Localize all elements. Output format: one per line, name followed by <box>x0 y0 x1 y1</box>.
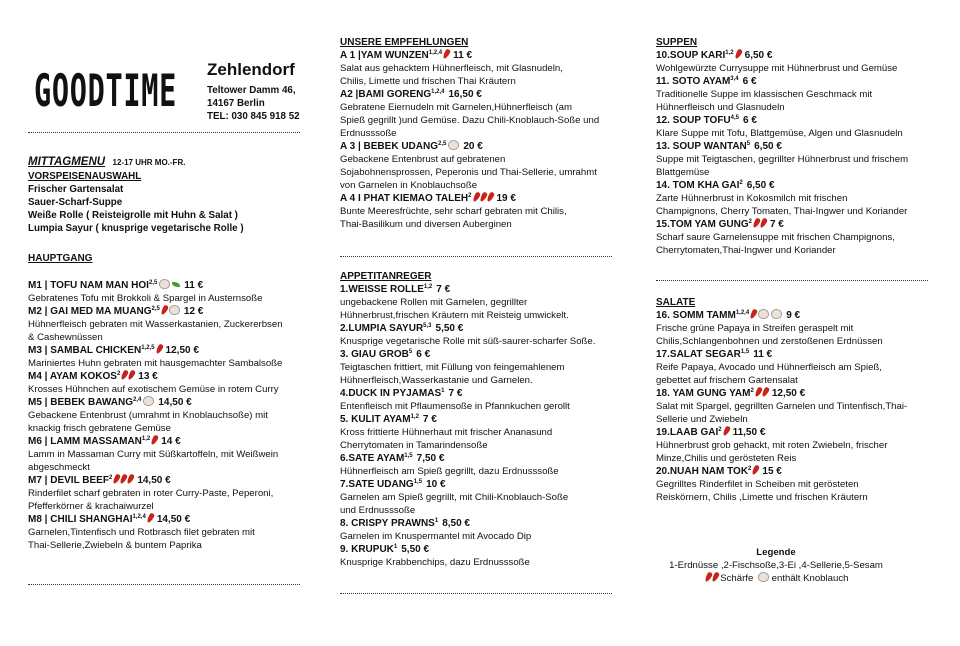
allergen-codes: 1,2 <box>410 414 419 420</box>
chili-icon <box>150 434 159 445</box>
item-price: 14 € <box>161 436 181 447</box>
menu-item <box>340 49 628 88</box>
item-title <box>656 426 946 439</box>
item-description: Entenfleisch mit Pflaumensoße in Pfannkuchen gerollt <box>340 401 570 412</box>
item-description: Salat aus gehacktem Hühnerfleisch, mit Glasnudeln, <box>340 63 563 74</box>
item-title <box>28 513 318 526</box>
item-description: Salat mit Spargel, gegrillten Garnelen und Tintenfisch,Thai- <box>656 401 908 412</box>
garlic-icon <box>758 572 769 582</box>
garlic-icon <box>758 309 769 319</box>
chili-icon <box>154 343 163 354</box>
allergen-codes: 5 <box>408 349 413 355</box>
item-name: 16. SOMM TAMM <box>656 310 736 321</box>
item-description: Pfefferkörner & krachaiwurzel <box>28 501 154 512</box>
item-title <box>340 283 628 296</box>
allergen-codes: 1,2,4 <box>735 310 750 316</box>
item-description: Gebratenes Tofu mit Brokkoli & Spargel in Austernsoße <box>28 293 263 304</box>
item-price: 19 € <box>496 193 516 204</box>
menu-item <box>340 543 628 569</box>
item-price: 11 € <box>453 50 473 61</box>
allergen-codes: 1,2 <box>141 436 151 442</box>
menu-item <box>340 88 628 140</box>
brand-street: Teltower Damm 46, <box>207 85 296 96</box>
allergen-codes: 1,2 <box>725 50 734 56</box>
item-title <box>340 543 628 556</box>
recommend-heading: UNSERE EMPFEHLUNGEN <box>340 37 469 48</box>
brand-city: Zehlendorf <box>207 60 295 79</box>
item-description: Frische grüne Papaya in Streifen geraspelt mit <box>656 323 854 334</box>
item-title <box>28 396 318 409</box>
menu-item <box>656 218 946 257</box>
appetizer-heading: APPETITANREGER <box>340 271 432 282</box>
appetizer-section <box>340 270 628 569</box>
brand-address <box>207 84 300 123</box>
item-description: von Garnelen in Knoblauchsoße <box>340 180 478 191</box>
item-description: Spieß gegrillt )und Gemüse. Dazu Chili-Knoblauch-Soße und <box>340 115 600 126</box>
item-name: M6 | LAMM MASSAMAN <box>28 436 142 447</box>
item-title <box>340 49 628 62</box>
chili-icon <box>734 48 743 59</box>
item-price: 14,50 € <box>156 514 191 525</box>
allergen-codes: 2,5 <box>148 280 158 286</box>
soup-section <box>656 36 946 257</box>
main-heading: HAUPTGANG <box>28 253 93 264</box>
item-price: 20 € <box>463 141 483 152</box>
item-title <box>656 75 946 88</box>
menu-item <box>28 474 318 513</box>
item-description: Champignons, Cherry Tomaten, Thai-Ingwer und Koriander <box>656 206 908 217</box>
item-title <box>656 179 946 192</box>
item-title <box>28 344 318 357</box>
allergen-codes: 2,4 <box>133 397 142 403</box>
item-name: 18. YAM GUNG YAM <box>656 388 751 399</box>
item-description: Reiskörnern, Chilis ,Limette und frischen Kräutern <box>656 492 868 503</box>
item-name: 11. SOTO AYAM <box>656 76 731 87</box>
item-description: Chilis,Schlangenbohnen und zerstoßenen Erdnüssen <box>656 336 883 347</box>
item-title <box>656 309 946 322</box>
item-description: Wohlgewürzte Currysuppe mit Hühnerbrust und Gemüse <box>656 63 898 74</box>
chili-icon <box>703 571 712 582</box>
item-price: 6,50 € <box>754 141 782 152</box>
item-description: Sojabohnensprossen, Peperonis und Thai-Sellerie, umrahmt <box>340 167 597 178</box>
legend-spicy: Schärfe <box>720 573 754 584</box>
item-title <box>656 465 946 478</box>
garlic-icon <box>143 396 154 406</box>
menu-item <box>340 140 628 192</box>
item-description: & Cashewnüssen <box>28 332 103 343</box>
item-price: 6 € <box>742 76 757 87</box>
item-price: 15 € <box>762 466 782 477</box>
item-name: M2 | GAI MED MA MUANG <box>28 306 152 317</box>
allergen-codes: 5 <box>746 141 751 147</box>
chili-icon <box>160 304 169 315</box>
allergen-codes: 1 <box>441 388 445 394</box>
item-description: Garnelen,Tintenfisch und Rotbrasch filet gebraten mit <box>28 527 255 538</box>
item-description: Garnelen im Knuspermantel mit Avocado Dip <box>340 531 532 542</box>
menu-item <box>340 478 628 517</box>
garlic-icon <box>771 309 782 319</box>
divider <box>28 584 300 585</box>
item-description: Hühnerfleisch und Glasnudeln <box>656 102 785 113</box>
item-description: Bunte Meeresfrüchte, sehr scharf gebraten mit Chilis, <box>340 206 567 217</box>
salad-heading: SALATE <box>656 297 696 308</box>
brand-zip: 14167 Berlin <box>207 98 265 109</box>
item-title <box>656 140 946 153</box>
item-description: Gebratene Eiernudeln mit Garnelen,Hühnerfleisch (am <box>340 102 572 113</box>
item-title <box>656 218 946 231</box>
chili-icon <box>471 191 480 202</box>
item-price: 7 € <box>422 414 437 425</box>
item-price: 7 € <box>769 219 784 230</box>
item-price: 16,50 € <box>448 89 482 100</box>
item-description: Minze,Chilis und gerösteten Reis <box>656 453 797 464</box>
item-name: 15.TOM YAM GUNG <box>656 219 749 230</box>
item-price: 6 € <box>743 115 757 126</box>
item-title <box>340 517 628 530</box>
leaf-icon <box>172 282 180 287</box>
menu-item <box>28 513 318 552</box>
legend <box>656 546 896 585</box>
menu-item <box>656 426 946 465</box>
item-description: knackig frisch gebratene Gemüse <box>28 423 171 434</box>
item-name: 8. CRISPY PRAWNS <box>340 518 435 529</box>
item-name: 20.NUAH NAM TOK <box>656 466 749 477</box>
item-price: 9 € <box>786 310 801 321</box>
allergen-codes: 2,5 <box>151 306 160 312</box>
item-title <box>340 452 628 465</box>
item-description: Hühnerfleisch am Spieß gegrillt, dazu Erdnusssoße <box>340 466 559 477</box>
item-name: A2 |BAMI GORENG <box>340 89 432 100</box>
item-description: Reife Papaya, Avocado und Hühnerfleisch am Spieß, <box>656 362 882 373</box>
mains-list <box>28 279 318 552</box>
item-description: Suppe mit Teigtaschen, gegrillter Hühnerbrust und frischem <box>656 154 909 165</box>
allergen-codes: 1 <box>434 518 439 524</box>
item-title <box>28 474 318 487</box>
item-name: 6.SATE AYAM <box>340 453 405 464</box>
menu-item <box>28 305 318 344</box>
chili-icon <box>126 473 135 484</box>
legend-title: Legende <box>756 547 796 558</box>
allergen-codes: 2 <box>718 427 722 433</box>
item-price: 6 € <box>416 349 431 360</box>
item-name: 17.SALAT SEGAR <box>656 349 741 360</box>
item-name: 14. TOM KHA GAI <box>656 180 740 191</box>
item-description: Thai-Basilikum und diversen Auberginen <box>340 219 512 230</box>
menu-item <box>340 413 628 452</box>
lunch-hours: 12-17 UHR MO.-FR. <box>112 158 186 167</box>
menu-item <box>656 75 946 114</box>
item-price: 13 € <box>138 371 158 382</box>
starter-item: Sauer-Scharf-Suppe <box>28 197 123 208</box>
item-description: Cherrytomaten in Tamarindensoße <box>340 440 488 451</box>
item-title <box>340 192 628 205</box>
allergen-codes: 2 <box>748 466 752 472</box>
item-price: 12 € <box>183 306 204 317</box>
item-name: M3 | SAMBAL CHICKEN <box>28 345 142 356</box>
item-price: 8,50 € <box>442 518 470 529</box>
item-description: Cherrytomaten,Thai-Ingwer und Koriander <box>656 245 836 256</box>
item-price: 11 € <box>753 349 773 360</box>
menu-item <box>656 348 946 387</box>
allergen-codes: 2,5 <box>438 141 447 147</box>
item-description: Rinderfilet scharf gebraten in roter Curry-Paste, Peperoni, <box>28 488 274 499</box>
item-title <box>340 348 628 361</box>
allergen-codes: 2 <box>108 475 113 481</box>
chili-icon <box>722 425 731 436</box>
menu-item <box>28 279 318 305</box>
chili-icon <box>146 512 155 523</box>
item-description: Krosses Hühnchen auf exotischem Gemüse in rotem Curry <box>28 384 279 395</box>
divider <box>28 132 300 133</box>
recommend-section <box>340 36 628 231</box>
legend-allergens: 1-Erdnüsse ,2-Fischsoße,3-Ei ,4-Sellerie,5-Sesam <box>669 560 883 571</box>
allergen-codes: 1,5 <box>413 479 423 485</box>
item-description: Hühnerfleisch gebraten mit Wasserkastanien, Zuckererbsen <box>28 319 283 330</box>
item-price: 14,50 € <box>137 475 171 486</box>
item-price: 6,50 € <box>746 180 775 191</box>
item-price: 12,50 € <box>771 388 806 399</box>
item-name: 13. SOUP WANTAN <box>656 141 747 152</box>
menu-item <box>656 465 946 504</box>
item-name: 7.SATE UDANG <box>340 479 414 490</box>
item-title <box>28 370 318 383</box>
item-price: 7,50 € <box>416 453 445 464</box>
chili-icon <box>751 464 760 475</box>
menu-item <box>656 179 946 218</box>
item-title <box>340 387 628 400</box>
menu-item <box>28 435 318 474</box>
allergen-codes: 1,2 <box>423 284 433 290</box>
soup-heading: SUPPEN <box>656 37 698 48</box>
menu-item <box>656 114 946 140</box>
allergen-codes: 1,5 <box>404 453 413 459</box>
item-name: 3. GIAU GROB <box>340 349 409 360</box>
item-description: abgeschmeckt <box>28 462 90 473</box>
item-name: M7 | DEVIL BEEF <box>28 475 109 486</box>
allergen-codes: 1,2,4 <box>431 89 445 95</box>
item-name: 12. SOUP TOFU <box>656 115 731 126</box>
item-name: M4 | AYAM KOKOS <box>28 371 117 382</box>
item-description: Scharf saure Garnelensuppe mit frischen Champignons, <box>656 232 895 243</box>
item-title <box>340 413 628 426</box>
item-price: 12,50 € <box>165 345 199 356</box>
allergen-codes: 1 <box>393 544 398 550</box>
item-name: 9. KRUPUK <box>340 544 394 555</box>
item-name: M1 | TOFU NAM MAN HOI <box>28 280 149 291</box>
item-description: Knusprige vegetarische Rolle mit süß-saurer-scharfer Soße. <box>340 336 596 347</box>
divider <box>656 280 928 281</box>
chili-icon <box>127 369 136 380</box>
item-title <box>656 114 946 127</box>
allergen-codes: 1,2,4 <box>428 50 443 56</box>
brand-phone: TEL: 030 845 918 52 <box>207 111 300 122</box>
item-price: 5,50 € <box>401 544 430 555</box>
item-description: Thai-Sellerie,Zwiebeln & buntem Paprika <box>28 540 202 551</box>
menu-item <box>340 283 628 322</box>
menu-item <box>28 396 318 435</box>
allergen-codes: 2 <box>748 219 752 225</box>
item-name: 2.LUMPIA SAYUR <box>340 323 424 334</box>
item-description: Lamm in Massaman Curry mit Süßkartoffeln, mit Weißwein <box>28 449 279 460</box>
chili-icon <box>749 308 758 319</box>
item-title <box>656 387 946 400</box>
menu-item <box>28 344 318 370</box>
item-description: Hühnerfleisch,Wasserkastanie und Garnelen. <box>340 375 533 386</box>
item-title <box>28 279 318 292</box>
item-description: Knusprige Krabbenchips, dazu Erdnusssoße <box>340 557 530 568</box>
item-title <box>656 348 946 361</box>
allergen-codes: 2 <box>468 193 472 199</box>
starter-heading: VORSPEISENAUSWAHL <box>28 171 142 182</box>
item-description: Klare Suppe mit Tofu, Blattgemüse, Algen und Glasnudeln <box>656 128 903 139</box>
item-description: Mariniertes Huhn gebraten mit hausgemachter Sambalsoße <box>28 358 283 369</box>
divider <box>340 593 612 594</box>
item-name: M5 | BEBEK BAWANG <box>28 397 134 408</box>
item-description: gebettet auf frischem Gartensalat <box>656 375 798 386</box>
menu-item <box>656 387 946 426</box>
item-description: Gegrilltes Rinderfilet in Scheiben mit gerösteten <box>656 479 859 490</box>
allergen-codes: 2 <box>116 371 121 377</box>
item-name: A 1 |YAM WUNZEN <box>340 50 429 61</box>
legend-icons <box>656 572 896 585</box>
brand-logo: GOODTIME <box>34 64 178 117</box>
item-description: ungebackene Rollen mit Garnelen, gegrillter <box>340 297 528 308</box>
menu-item <box>28 370 318 396</box>
menu-item <box>340 517 628 543</box>
item-name: 5. KULIT AYAM <box>340 414 411 425</box>
menu-item <box>340 322 628 348</box>
lunch-title: MITTAGMENU <box>28 156 106 168</box>
item-description: Garnelen am Spieß gegrillt, mit Chili-Knoblauch-Soße <box>340 492 569 503</box>
menu-item <box>340 348 628 387</box>
item-title <box>340 322 628 335</box>
item-price: 6,50 € <box>744 50 773 61</box>
menu-item <box>340 387 628 413</box>
item-description: Blattgemüse <box>656 167 710 178</box>
item-name: 19.LAAB GAI <box>656 427 719 438</box>
chili-icon <box>442 48 451 59</box>
salad-section <box>656 296 946 504</box>
menu-item <box>656 309 946 348</box>
starter-item: Frischer Gartensalat <box>28 184 124 195</box>
item-price: 14,50 € <box>158 397 192 408</box>
item-title <box>340 478 628 491</box>
allergen-codes: 1,2,4 <box>132 514 146 520</box>
allergen-codes: 4,5 <box>730 115 739 121</box>
divider <box>340 256 612 257</box>
garlic-icon <box>448 140 459 150</box>
item-title <box>28 305 318 318</box>
item-title <box>340 88 628 101</box>
item-description: Traditionelle Suppe im klassischen Geschmack mit <box>656 89 873 100</box>
item-description: Erdnusssoße <box>340 128 397 139</box>
item-description: Teigtaschen frittiert, mit Füllung von feingemahlenem <box>340 362 565 373</box>
lunch-header <box>28 152 185 170</box>
item-name: 10.SOUP KARI <box>656 50 726 61</box>
item-title <box>28 435 318 448</box>
item-description: Kross frittierte Hühnerhaut mit frischer Ananasund <box>340 427 553 438</box>
menu-item <box>340 192 628 231</box>
item-name: A 4 I PHAT KIEMAO TALEH <box>340 193 469 204</box>
allergen-codes: 3,4 <box>730 76 739 82</box>
item-description: Hühnerbrust,frischen Kräutern mit Reisteig umwickelt. <box>340 310 569 321</box>
allergen-codes: 1,5 <box>740 349 750 355</box>
item-description: Zarte Hühnerbrust in Kokosmilch mit frischen <box>656 193 848 204</box>
item-price: 5,50 € <box>435 323 464 334</box>
allergen-codes: 5,3 <box>423 323 432 329</box>
garlic-icon <box>169 305 180 315</box>
item-title <box>656 49 946 62</box>
item-description: Sellerie und Zwiebeln <box>656 414 748 425</box>
item-price: 11 € <box>184 280 204 291</box>
item-description: Chilis, Limette und frischen Thai Kräutern <box>340 76 516 87</box>
item-price: 7 € <box>436 284 451 295</box>
legend-garlic: enthält Knoblauch <box>771 573 849 584</box>
item-name: 1.WEISSE ROLLE <box>340 284 424 295</box>
menu-item <box>656 49 946 75</box>
item-description: Gebackene Entenbrust auf gebratenen <box>340 154 506 165</box>
item-name: 4.DUCK IN PYJAMAS <box>340 388 442 399</box>
lunch-starters <box>28 170 308 235</box>
menu-item <box>340 452 628 478</box>
item-title <box>340 140 628 153</box>
item-price: 10 € <box>426 479 446 490</box>
allergen-codes: 1,2,5 <box>141 345 155 351</box>
item-price: 11,50 € <box>732 427 766 438</box>
item-name: A 3 | BEBEK UDANG <box>340 141 438 152</box>
menu-item <box>656 140 946 179</box>
allergen-codes: 2 <box>739 180 743 186</box>
allergen-codes: 2 <box>750 388 754 394</box>
item-description: Gebackene Entenbrust (umrahmt in Knoblauchsoße) mit <box>28 410 268 421</box>
item-name: M8 | CHILI SHANGHAI <box>28 514 133 525</box>
garlic-icon <box>159 279 170 289</box>
item-description: Hühnerbrust grob gehackt, mit roten Zwiebeln, frischer <box>656 440 888 451</box>
item-price: 7 € <box>448 388 463 399</box>
starter-item: Lumpia Sayur ( knusprige vegetarische Rolle ) <box>28 223 244 234</box>
item-description: und Erdnusssoße <box>340 505 416 516</box>
starter-item: Weiße Rolle ( Reisteigrolle mit Huhn & Salat ) <box>28 210 238 221</box>
